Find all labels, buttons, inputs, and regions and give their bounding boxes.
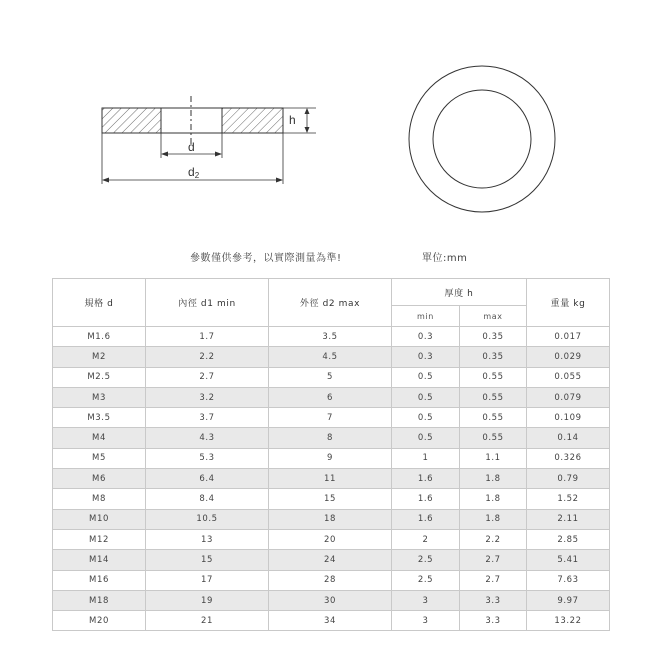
table-row <box>53 509 610 529</box>
cell-weight: 1.52 <box>527 489 610 509</box>
cell-spec: M8 <box>53 489 146 509</box>
spec-table <box>52 278 610 631</box>
cell-spec: M6 <box>53 469 146 489</box>
cell-thickness-max: 0.55 <box>460 387 527 407</box>
cell-outer-diameter: 9 <box>269 448 392 468</box>
cell-inner-diameter: 15 <box>146 550 269 570</box>
cell-inner-diameter: 8.4 <box>146 489 269 509</box>
cell-outer-diameter: 30 <box>269 590 392 610</box>
cell-thickness-min: 0.5 <box>392 387 460 407</box>
header-thickness-min: min <box>392 306 460 327</box>
table-row <box>53 489 610 509</box>
cell-thickness-min: 0.5 <box>392 367 460 387</box>
cell-outer-diameter: 28 <box>269 570 392 590</box>
table-row <box>53 367 610 387</box>
cell-inner-diameter: 10.5 <box>146 509 269 529</box>
cell-inner-diameter: 2.2 <box>146 347 269 367</box>
cell-spec: M2 <box>53 347 146 367</box>
cell-thickness-max: 2.2 <box>460 529 527 549</box>
cell-weight: 0.79 <box>527 469 610 489</box>
cell-inner-diameter: 1.7 <box>146 327 269 347</box>
cell-inner-diameter: 6.4 <box>146 469 269 489</box>
cell-spec: M16 <box>53 570 146 590</box>
table-row <box>53 347 610 367</box>
label-d2 <box>188 165 200 180</box>
cell-thickness-max: 0.55 <box>460 367 527 387</box>
table-row <box>53 611 610 631</box>
washer-drawing <box>0 0 660 240</box>
cell-outer-diameter: 6 <box>269 387 392 407</box>
cell-thickness-max: 3.3 <box>460 611 527 631</box>
cell-outer-diameter: 15 <box>269 489 392 509</box>
header-weight: 重量 kg <box>527 279 610 327</box>
cell-inner-diameter: 13 <box>146 529 269 549</box>
cell-outer-diameter: 4.5 <box>269 347 392 367</box>
table-row <box>53 469 610 489</box>
cell-weight: 13.22 <box>527 611 610 631</box>
cell-weight: 9.97 <box>527 590 610 610</box>
cell-spec: M5 <box>53 448 146 468</box>
cell-spec: M18 <box>53 590 146 610</box>
cell-outer-diameter: 11 <box>269 469 392 489</box>
cell-weight: 0.029 <box>527 347 610 367</box>
cell-weight: 0.055 <box>527 367 610 387</box>
cell-outer-diameter: 5 <box>269 367 392 387</box>
cell-thickness-min: 0.5 <box>392 408 460 428</box>
cell-thickness-min: 2.5 <box>392 570 460 590</box>
table-row <box>53 408 610 428</box>
cell-weight: 5.41 <box>527 550 610 570</box>
header-inner-diameter: 內徑 d1 min <box>146 279 269 327</box>
cell-spec: M2.5 <box>53 367 146 387</box>
cell-thickness-min: 0.5 <box>392 428 460 448</box>
cell-thickness-min: 3 <box>392 590 460 610</box>
cell-spec: M3 <box>53 387 146 407</box>
cell-thickness-min: 1 <box>392 448 460 468</box>
table-row <box>53 550 610 570</box>
cell-outer-diameter: 7 <box>269 408 392 428</box>
table-body <box>53 327 610 631</box>
cell-thickness-max: 0.55 <box>460 408 527 428</box>
table-row <box>53 327 610 347</box>
cell-spec: M10 <box>53 509 146 529</box>
cell-outer-diameter: 20 <box>269 529 392 549</box>
washer-section-view <box>102 96 316 184</box>
label-d2-main: d <box>188 165 195 179</box>
header-thickness: 厚度 h <box>392 279 527 306</box>
cell-thickness-max: 2.7 <box>460 550 527 570</box>
cell-thickness-max: 0.35 <box>460 327 527 347</box>
cell-thickness-min: 3 <box>392 611 460 631</box>
cell-weight: 0.017 <box>527 327 610 347</box>
table-row <box>53 387 610 407</box>
cell-inner-diameter: 19 <box>146 590 269 610</box>
label-h: h <box>289 113 296 127</box>
cell-weight: 0.14 <box>527 428 610 448</box>
cell-thickness-max: 1.1 <box>460 448 527 468</box>
cell-thickness-max: 0.35 <box>460 347 527 367</box>
cell-spec: M12 <box>53 529 146 549</box>
unit-note: 單位:mm <box>422 253 468 264</box>
table-row <box>53 570 610 590</box>
label-d2-sub: 2 <box>194 171 200 180</box>
cell-thickness-max: 0.55 <box>460 428 527 448</box>
cell-weight: 2.85 <box>527 529 610 549</box>
table-row <box>53 529 610 549</box>
cell-outer-diameter: 18 <box>269 509 392 529</box>
cell-inner-diameter: 21 <box>146 611 269 631</box>
cell-inner-diameter: 2.7 <box>146 367 269 387</box>
cell-weight: 2.11 <box>527 509 610 529</box>
cell-spec: M4 <box>53 428 146 448</box>
cell-thickness-min: 1.6 <box>392 469 460 489</box>
cell-thickness-max: 1.8 <box>460 469 527 489</box>
cell-inner-diameter: 4.3 <box>146 428 269 448</box>
cell-thickness-min: 1.6 <box>392 489 460 509</box>
table-row <box>53 428 610 448</box>
cell-outer-diameter: 34 <box>269 611 392 631</box>
cell-thickness-min: 1.6 <box>392 509 460 529</box>
table-row <box>53 590 610 610</box>
cell-thickness-min: 0.3 <box>392 347 460 367</box>
label-d: d <box>188 140 195 154</box>
cell-thickness-max: 2.7 <box>460 570 527 590</box>
cell-inner-diameter: 17 <box>146 570 269 590</box>
cell-outer-diameter: 8 <box>269 428 392 448</box>
cell-thickness-max: 1.8 <box>460 509 527 529</box>
header-outer-diameter: 外徑 d2 max <box>269 279 392 327</box>
cell-outer-diameter: 24 <box>269 550 392 570</box>
cell-weight: 0.109 <box>527 408 610 428</box>
cell-inner-diameter: 3.7 <box>146 408 269 428</box>
cell-thickness-min: 2 <box>392 529 460 549</box>
cell-spec: M14 <box>53 550 146 570</box>
cell-thickness-max: 1.8 <box>460 489 527 509</box>
cell-spec: M1.6 <box>53 327 146 347</box>
cell-thickness-max: 3.3 <box>460 590 527 610</box>
cell-outer-diameter: 3.5 <box>269 327 392 347</box>
cell-spec: M3.5 <box>53 408 146 428</box>
cell-weight: 0.326 <box>527 448 610 468</box>
cell-spec: M20 <box>53 611 146 631</box>
cell-thickness-min: 2.5 <box>392 550 460 570</box>
cell-weight: 0.079 <box>527 387 610 407</box>
header-thickness-max: max <box>460 306 527 327</box>
reference-note: 參數僅供參考，以實際測量為準! <box>190 253 342 264</box>
washer-top-view <box>409 66 555 212</box>
cell-inner-diameter: 3.2 <box>146 387 269 407</box>
cell-weight: 7.63 <box>527 570 610 590</box>
header-spec: 規格 d <box>53 279 146 327</box>
cell-thickness-min: 0.3 <box>392 327 460 347</box>
cell-inner-diameter: 5.3 <box>146 448 269 468</box>
table-row <box>53 448 610 468</box>
